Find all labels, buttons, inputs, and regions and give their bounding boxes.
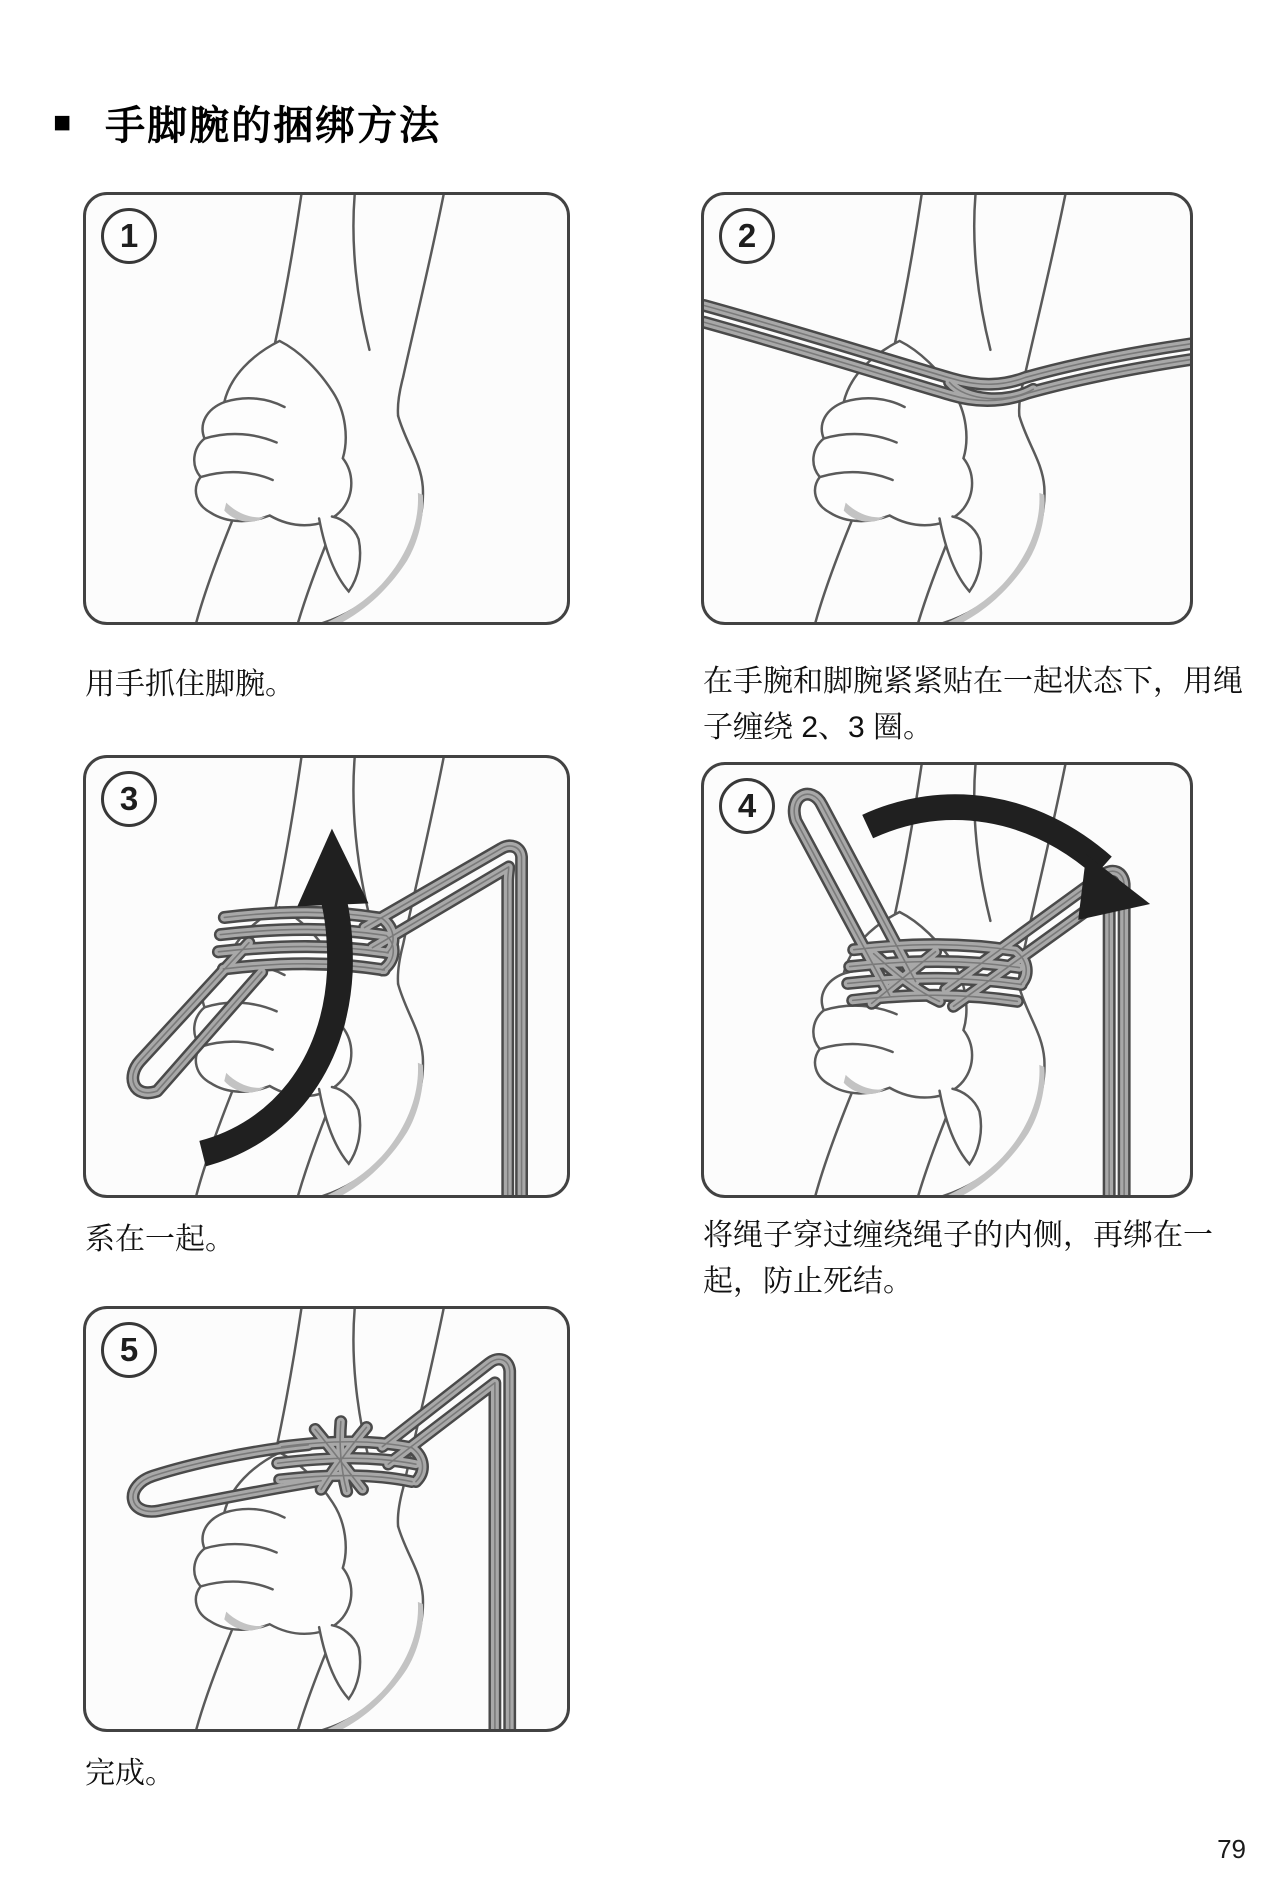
step-4-panel [701, 762, 1193, 1198]
step-number: 1 [119, 217, 139, 254]
step-2-panel [701, 192, 1193, 625]
step-4-caption: 将绳子穿过缠绕绳子的内侧，再绑在一起，防止死结。 [703, 1219, 1213, 1298]
section-bullet-square-icon: ■ [53, 105, 72, 139]
step-number-badge [101, 1322, 157, 1378]
step-number-badge [719, 778, 775, 834]
hand-gripping-ankle-figure [813, 195, 1065, 622]
step-2-illustration [704, 195, 1190, 622]
step-number-badge [101, 208, 157, 264]
rightward-arc-arrow-icon [868, 807, 1150, 920]
hand-gripping-ankle-figure [194, 1309, 443, 1729]
step-2-caption: 在手腕和脚腕紧紧贴在一起状态下，用绳子缠绕 2、3 圈。 [703, 665, 1243, 744]
step-5-illustration [86, 1309, 567, 1729]
step-number-badge [101, 771, 157, 827]
page-title: 手脚腕的捆绑方法 [105, 104, 442, 148]
step-number: 3 [119, 780, 139, 817]
step-number: 5 [119, 1331, 139, 1368]
step-number: 4 [737, 787, 757, 824]
step-3-caption: 系在一起。 [85, 1223, 235, 1256]
step-5-caption: 完成。 [85, 1757, 175, 1790]
section-header [53, 94, 441, 151]
step-3-panel [83, 755, 570, 1198]
step-5-panel [83, 1306, 570, 1732]
step-4-illustration [704, 765, 1190, 1195]
step-3-illustration [86, 758, 567, 1195]
step-1-panel [83, 192, 570, 625]
step-1-illustration [86, 195, 567, 622]
hand-gripping-ankle-figure [194, 195, 443, 622]
page-number: 79 [1217, 1834, 1246, 1864]
step-number: 2 [737, 217, 757, 254]
step-number-badge [719, 208, 775, 264]
step-1-caption: 用手抓住脚腕。 [85, 668, 295, 701]
